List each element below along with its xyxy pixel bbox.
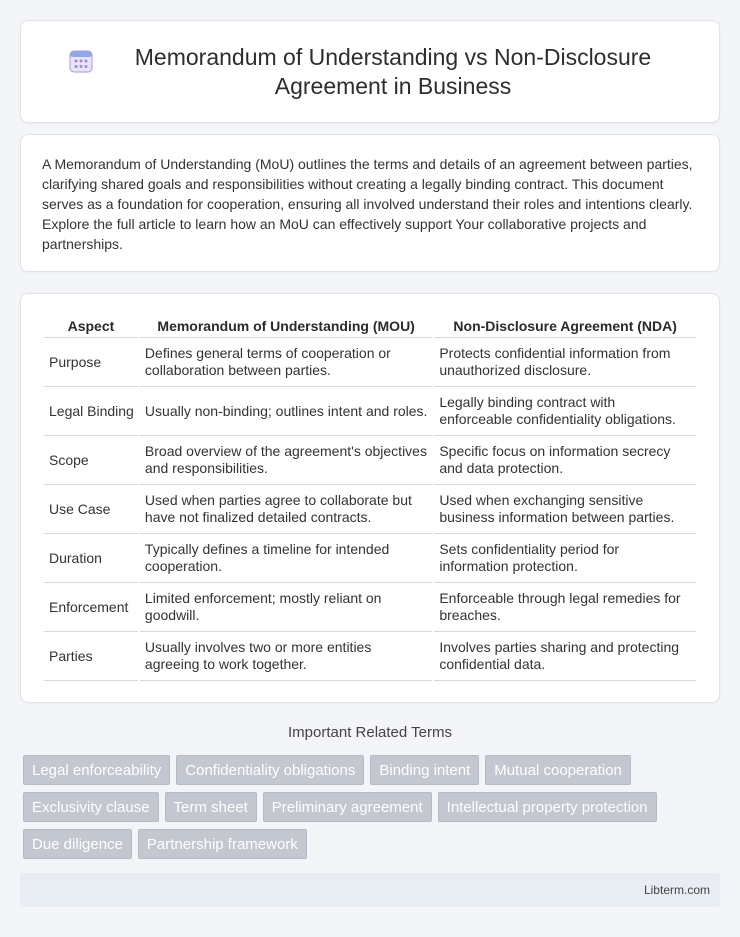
related-terms-heading: Important Related Terms [288,724,452,741]
related-term-tag[interactable]: Mutual cooperation [485,755,631,785]
cell-nda: Sets confidentiality period for information protection. [434,534,696,583]
related-terms-list [20,755,720,859]
cell-nda: Enforceable through legal remedies for breaches. [434,583,696,632]
page-title: Memorandum of Understanding vs Non-Disclosure Agreement in Business [134,43,652,99]
related-term-tag[interactable]: Exclusivity clause [23,792,159,822]
column-header-nda: Non-Disclosure Agreement (NDA) [434,314,696,338]
table-row [44,436,696,485]
table-header-row [44,314,696,338]
cell-mou: Used when parties agree to collaborate but have not finalized detailed contracts. [140,485,432,534]
cell-aspect: Legal Binding [44,387,138,436]
comparison-table-card [20,293,720,703]
cell-aspect: Purpose [44,338,138,387]
related-term-tag[interactable]: Due diligence [23,829,132,859]
intro-paragraph: A Memorandum of Understanding (MoU) outlines the terms and details of an agreement between parties, clarifying shared goals and responsibilities without creating a legally binding contract. This document serves as a foundation for cooperation, ensuring all involved understand their roles and intentions clearly. Explore the full article to learn how an MoU can effectively support Your collaborative projects and partnerships. [42,156,693,252]
cell-mou: Broad overview of the agreement's objectives and responsibilities. [140,436,432,485]
cell-mou: Typically defines a timeline for intended cooperation. [140,534,432,583]
table-row [44,387,696,436]
title-card [20,20,720,123]
cell-aspect: Parties [44,632,138,681]
cell-mou: Usually involves two or more entities agreeing to work together. [140,632,432,681]
related-term-tag[interactable]: Term sheet [165,792,257,822]
cell-aspect: Use Case [44,485,138,534]
cell-aspect: Enforcement [44,583,138,632]
title-row [67,43,673,101]
column-header-aspect: Aspect [44,314,138,338]
comparison-table [42,314,698,681]
cell-mou: Usually non-binding; outlines intent and roles. [140,387,432,436]
related-term-tag[interactable]: Partnership framework [138,829,307,859]
cell-mou: Defines general terms of cooperation or collaboration between parties. [140,338,432,387]
related-term-tag[interactable]: Preliminary agreement [263,792,432,822]
table-row [44,338,696,387]
calendar-icon [67,47,95,75]
related-term-tag[interactable]: Intellectual property protection [438,792,657,822]
footer-site-link[interactable]: Libterm.com [643,883,710,897]
related-term-tag[interactable]: Binding intent [370,755,479,785]
cell-nda: Used when exchanging sensitive business information between parties. [434,485,696,534]
column-header-mou: Memorandum of Understanding (MOU) [140,314,432,338]
table-row [44,632,696,681]
footer [20,873,720,907]
cell-nda: Protects confidential information from unauthorized disclosure. [434,338,696,387]
cell-mou: Limited enforcement; mostly reliant on goodwill. [140,583,432,632]
cell-aspect: Duration [44,534,138,583]
related-term-tag[interactable]: Legal enforceability [23,755,170,785]
cell-aspect: Scope [44,436,138,485]
table-row [44,583,696,632]
table-row [44,485,696,534]
intro-card [20,134,720,272]
cell-nda: Involves parties sharing and protecting confidential data. [434,632,696,681]
related-term-tag[interactable]: Confidentiality obligations [176,755,364,785]
cell-nda: Legally binding contract with enforceable confidentiality obligations. [434,387,696,436]
table-row [44,534,696,583]
cell-nda: Specific focus on information secrecy and data protection. [434,436,696,485]
